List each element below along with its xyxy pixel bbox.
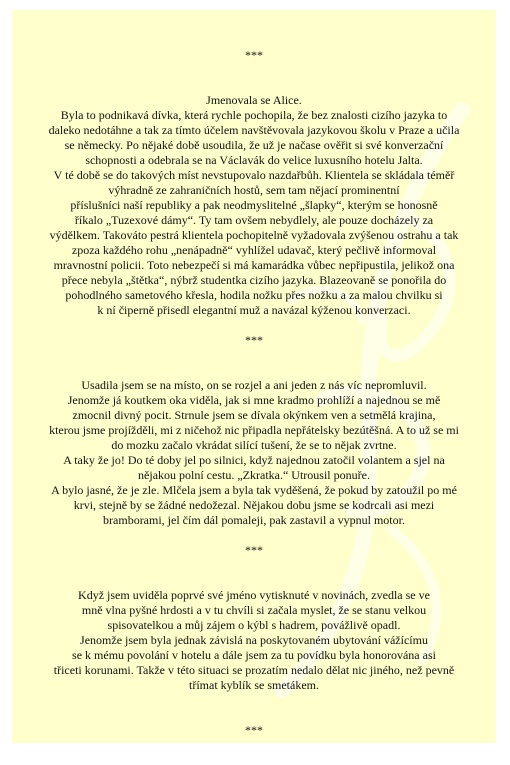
- section-2: [12, 378, 496, 528]
- section-3: [12, 588, 496, 693]
- text-line: schopnosti a odebrala se na Václavák do velice luxusního hotelu Jalta.: [85, 153, 423, 167]
- text-line: k ní čiperně přisedl elegantní muž a navázal kýženou konverzaci.: [97, 303, 411, 317]
- text-line: Když jsem uviděla poprvé své jméno vytisknuté v novinách, zvedla se ve: [78, 588, 430, 602]
- text-line: Byla to podnikavá dívka, která rychle pochopila, že bez znalosti cizího jazyka to: [60, 108, 448, 122]
- text-line: krvi, stejně by se žádné nedožezal. Nějakou dobu jsme se kodrcali asi mezi: [73, 498, 435, 512]
- text-line: do mozku začalo vkrádat silící tušení, že se to nějak zvrtne.: [111, 438, 397, 452]
- section-separator: ***: [245, 723, 263, 737]
- text-line: výhradně ze zahraničních hostů, sem tam nějací prominentní: [108, 183, 400, 197]
- text-line: zmocnil divný pocit. Strnule jsem se dívala okýnkem ven a setmělá krajina,: [72, 408, 436, 422]
- text-line: se k mému povolání v hotelu a dále jsem za tu povídku byla honorována asi: [72, 648, 436, 662]
- text-line: nějakou polní cestu. „Zkratka.“ Utrousil ponuře.: [138, 468, 370, 482]
- text-line: spisovatelkou a můj zájem o kýbl s hadrem, povážlivě opadl.: [107, 618, 401, 632]
- text-line: říkalo „Tuzexové dámy“. Ty tam ovšem nebydlely, ale pouze docházely za: [74, 213, 434, 227]
- text-line: kterou jsme projížděli, mi z ničehož nic připadla nepřátelsky bezútěšná. A to už se mi: [49, 423, 459, 437]
- section-separator: ***: [245, 333, 263, 347]
- text-line: Jenomže já koutkem oka viděla, jak si mne kradmo prohlíží a najednou se mě: [67, 393, 441, 407]
- text-line: mně vlna pyšné hrdosti a v tu chvíli si začala myslet, že se stanu velkou: [81, 603, 427, 617]
- text-line: V té době se do takových míst nevstupovalo nazdařbůh. Klientela se skládala téměř: [53, 168, 455, 182]
- text-line: A taky že jo! Do té doby jel po silnici, když najednou zatočil volantem a sjel na: [63, 453, 445, 467]
- text-line: výdělkem. Takováto pestrá klientela pochopitelně vyžadovala zvýšenou ostrahu a tak: [49, 228, 459, 242]
- document-page: [12, 10, 496, 743]
- text-line: mravnostní policii. Toto nebezpečí si má kamarádka vůbec nepřipustila, jelikož ona: [53, 258, 455, 272]
- section-separator: ***: [245, 48, 263, 62]
- text-line: bramborami, jel čím dál pomaleji, pak zastavil a vypnul motor.: [103, 513, 405, 527]
- text-line: daleko nedotáhne a tak za tímto účelem navštěvovala jazykovou školu v Praze a učila: [48, 123, 460, 137]
- text-line: třímat kyblík se smetákem.: [189, 678, 319, 692]
- text-line: A bylo jasné, že je zle. Mlčela jsem a byla tak vyděšená, že pokud by zatoužil po mé: [51, 483, 457, 497]
- text-line: příslušníci naší republiky a pak neodmyslitelné „šlapky“, kterým se honosně: [70, 198, 438, 212]
- document-text: [12, 48, 496, 738]
- text-line: zpoza každého rohu „nenápadně“ vyhlížel udavač, který pečlivě informoval: [71, 243, 437, 257]
- text-line: přece nebyla „štětka“, nýbrž studentka cizího jazyka. Blazeovaně se ponořila do: [61, 273, 447, 287]
- section-separator: ***: [245, 543, 263, 557]
- text-line: Jenomže jsem byla jednak závislá na poskytovaném ubytování vážícímu: [80, 633, 428, 647]
- text-line: třiceti korunami. Takže v této situaci se prozatím nedalo dělat nic jiného, než pevně: [53, 663, 455, 677]
- text-line: pohodlného sametového křesla, hodila nožku přes nožku a za malou chvilku si: [65, 288, 443, 302]
- text-line: Jmenovala se Alice.: [206, 93, 302, 107]
- section-1: [12, 93, 496, 318]
- text-line: Usadila jsem se na místo, on se rozjel a ani jeden z nás víc nepromluvil.: [81, 378, 427, 392]
- text-line: se německy. Po nějaké době usoudila, že už je načase ověřit si své konverzační: [64, 138, 444, 152]
